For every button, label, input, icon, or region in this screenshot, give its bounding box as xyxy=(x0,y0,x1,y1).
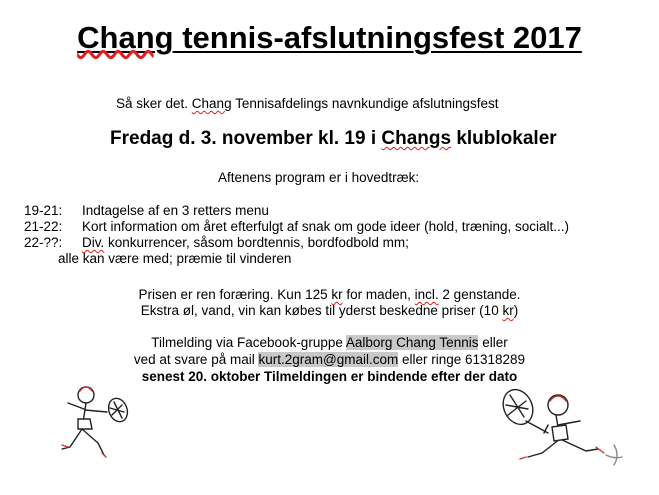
title-name: Chang xyxy=(77,20,174,55)
program-text: konkurrencer, såsom bordtennis, bordfodbold mm; xyxy=(104,235,409,250)
date-line xyxy=(110,128,557,150)
intro-line xyxy=(116,96,499,111)
price-incl: incl. xyxy=(414,287,439,302)
program-time: 19-21: xyxy=(24,203,63,218)
facebook-group-name: Aalborg Chang Tennis xyxy=(345,335,479,350)
price-text: Ekstra øl, vand, vin kan købes til yderst beskedne priser (10 xyxy=(140,303,503,318)
program-item xyxy=(24,219,569,234)
signup-text: eller xyxy=(478,335,508,350)
price-text: ) xyxy=(513,303,519,318)
signup-deadline: senest 20. oktober Tilmeldingen er bindende efter der dato xyxy=(141,369,518,384)
program-item xyxy=(24,203,269,218)
tennis-player-left-illustration xyxy=(58,383,138,473)
price-line-2 xyxy=(0,303,659,318)
program-continuation: alle kan være med; præmie til vinderen xyxy=(58,251,292,266)
date-suffix: klublokaler xyxy=(451,128,557,149)
price-text: Prisen er ren foræring. Kun 125 xyxy=(138,287,332,302)
signup-line-1 xyxy=(0,335,659,350)
page-title xyxy=(0,20,659,56)
program-heading: Aftenens program er i hovedtræk: xyxy=(218,170,420,185)
intro-prefix: Så sker det. xyxy=(116,96,192,111)
price-line-1 xyxy=(0,287,659,302)
price-currency: kr xyxy=(502,303,514,318)
price-text: for maden, xyxy=(342,287,415,302)
intro-name: Chang xyxy=(191,96,232,111)
signup-text: Tilmelding via Facebook-gruppe xyxy=(151,335,346,350)
program-text: Indtagelse af en 3 retters menu xyxy=(82,203,269,218)
signup-text: eller ringe 61318289 xyxy=(398,352,526,367)
price-text: 2 genstande. xyxy=(438,287,521,302)
title-rest: tennis-afslutningsfest 2017 xyxy=(173,20,582,55)
program-time: 21-22: xyxy=(24,219,63,234)
date-prefix: Fredag d. 3. november kl. 19 i xyxy=(110,128,382,149)
program-text-abbrev: Div. xyxy=(82,235,105,250)
program-item xyxy=(24,235,409,250)
tennis-player-right-illustration xyxy=(496,385,636,480)
email-address: kurt.2gram@gmail.com xyxy=(258,352,399,367)
signup-line-2 xyxy=(0,352,659,367)
program-text: Kort information om året efterfulgt af snak om gode ideer (hold, træning, socialt...) xyxy=(82,219,569,234)
program-time: 22-??: xyxy=(24,235,63,250)
price-currency: kr xyxy=(331,287,343,302)
date-name: Changs xyxy=(381,128,452,149)
intro-suffix: Tennisafdelings navnkundige afslutningsfest xyxy=(231,96,499,111)
signup-text: ved at svare på mail xyxy=(133,352,259,367)
